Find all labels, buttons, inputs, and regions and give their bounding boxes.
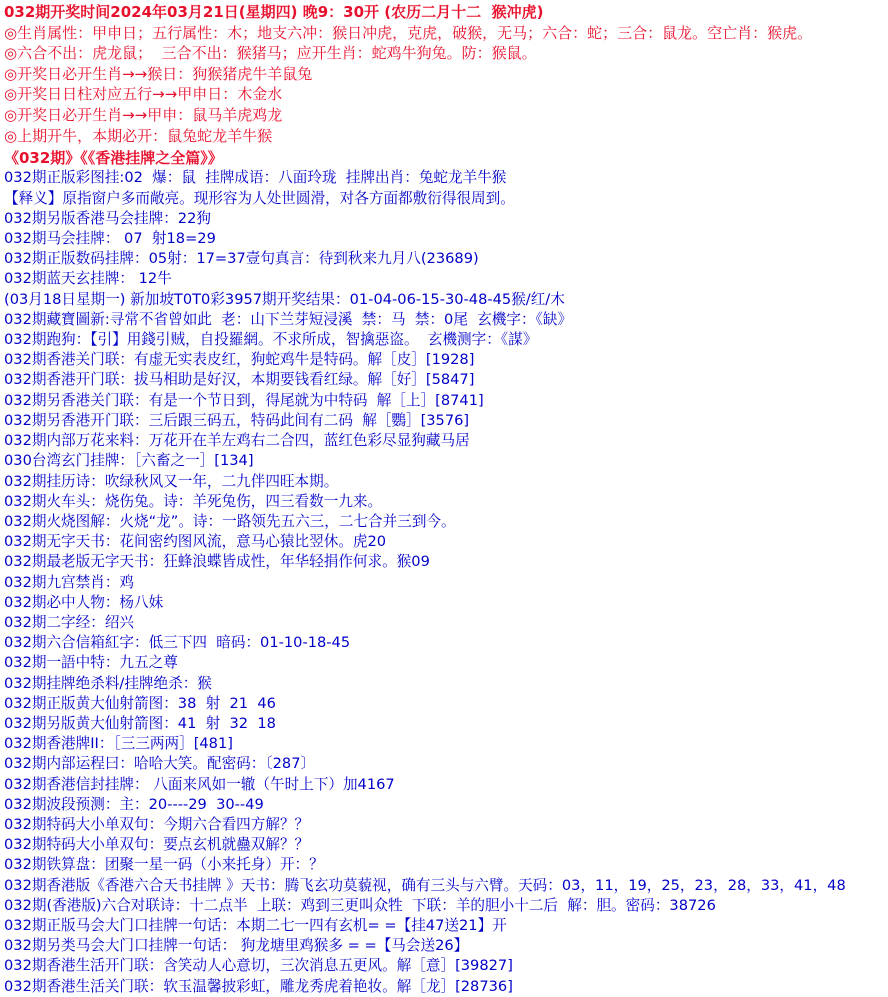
content-line: 032期挂历诗：吹绿秋风又一年，二九伴四旺本期。: [4, 472, 339, 490]
content-line: 032期波段预测：主：20----29 30--49: [4, 795, 264, 813]
attribute-line-6: ◎上期开牛，本期必开：鼠兔蛇龙羊牛猴: [4, 126, 273, 145]
content-line: 032期火烧图解：火烧“龙”。诗：一路领先五六三，二七合并三到今。: [4, 512, 456, 530]
content-line: 032期藏寶圖新:寻常不省曾如此 老：山下兰芽短浸溪 禁：马 禁：0尾 玄機字：《缺》: [4, 310, 573, 328]
content-line: 032期内部运程曰：哈哈大笑。配密码：〔287〕: [4, 755, 316, 773]
content-line: 032期一語中特：九五之尊: [4, 654, 178, 672]
content-line: 032期香港开门联：拔马相助是好汉，本期要钱看红绿。解［好］[5847]: [4, 371, 475, 389]
content-line: 032期另香港开门联：三后跟三码五，特码此间有二码 解［鸚］[3576]: [4, 411, 470, 429]
content-line: 032期马会挂牌： 07 射18=29: [4, 230, 216, 248]
content-line: 032期九宫禁肖：鸡: [4, 573, 135, 591]
attribute-line-1: ◎生肖属性：甲申日；五行属性：木；地支六冲：猴日冲虎，克虎，破猴，无马；六合：蛇；三合：鼠龙。空亡肖：猴虎。: [4, 23, 813, 42]
content-line: 032期香港关门联：有虚无实表皮红，狗蛇鸡牛是特码。解［皮］[1928]: [4, 351, 475, 369]
content-line: 032期特码大小单双句：今期六合看四方解？？: [4, 815, 310, 833]
content-line: 032期香港生活开门联：含笑动人心意切，三次消息五更风。解［意］[39827]: [4, 957, 513, 975]
content-line: 【释义】原指窗户多而敞亮。现形容为人处世圆滑，对各方面都敷衍得很周到。: [4, 189, 515, 207]
content-line: 032期正版彩图挂:02 爆：鼠 挂牌成语：八面玲珑 挂牌出肖：兔蛇龙羊牛猴: [4, 169, 507, 187]
content-line: 032期正版数码挂牌：05射：17=37壹句真言：待到秋来九月八(23689): [4, 250, 479, 268]
attribute-line-3: ◎开奖日必开生肖→→猴日：狗猴猪虎牛羊鼠兔: [4, 64, 313, 83]
content-line: 032期香港版《香港六合天书挂牌 》天书：腾飞玄功莫藐视，确有三头与六臂。天码：03，11，19，25，23，28，33，41，48: [4, 876, 846, 894]
content-line: 032期挂牌绝杀料/挂牌绝杀：猴: [4, 674, 212, 692]
content-line: 032期六合信箱紅字：低三下四 暗码：01-10-18-45: [4, 634, 351, 652]
content-line: 032期铁算盘：团聚一星一码（小来托身）开：？: [4, 856, 324, 874]
title-banner: 《032期》《《香港挂牌之全篇》》: [4, 149, 223, 168]
content-line: 032期正版黄大仙射箭图：38 射 21 46: [4, 694, 276, 712]
content-line: 032期跑狗：【引】用錢引贼，自投羅網。不求所成，智擒惡盗。 玄機测字：《謀》: [4, 331, 538, 349]
content-line: 032期(香港版)六合对联诗：十二点半 上联：鸡到三更叫众牲 下联：羊的胆小十二后 解：胆。密码：38726: [4, 896, 716, 914]
content-line: 032期香港生活关门联：软玉温馨披彩虹，雕龙秀虎着艳妆。解［龙］[28736]: [4, 977, 513, 995]
attribute-line-5: ◎开奖日必开生肖→→甲申：鼠马羊虎鸡龙: [4, 105, 283, 124]
content-line: 032期无字天书：花间密约图风流，意马心猿比翌休。虎20: [4, 533, 387, 551]
attribute-line-2: ◎六合不出：虎龙鼠； 三合不出：猴猪马；应开生肖：蛇鸡牛狗兔。防：猴鼠。: [4, 44, 537, 63]
content-line: 032期另香港关门联：有是一个节日到，得尾就为中特码 解［上］[8741]: [4, 391, 484, 409]
content-line: 032期特码大小单双句：要点玄机就蠱双解？？: [4, 836, 310, 854]
content-block: [4, 168, 884, 996]
content-line: 032期内部万花来料：万花开在羊左鸡右二合四，蓝红色彩尽显狗藏马居: [4, 432, 470, 450]
content-line: 032期另版黄大仙射箭图：41 射 32 18: [4, 714, 276, 732]
content-line: 032期火车头：烧伤兔。诗：羊死兔伤，四三看数一九来。: [4, 492, 383, 510]
content-line: 032期最老版无字天书：狂蜂浪蝶皆成性，年华轻捐作何求。猴09: [4, 553, 430, 571]
attribute-line-4: ◎开奖日日柱对应五行→→甲申日：木金水: [4, 85, 283, 104]
content-line: 030台湾玄门挂牌：［六畜之一］[134]: [4, 452, 254, 470]
content-line: 032期二字经：绍兴: [4, 613, 135, 631]
content-line: 032期香港信封挂牌： 八面来风如一辙（午时上下）加4167: [4, 775, 395, 793]
content-line: 032期另版香港马会挂牌：22狗: [4, 209, 211, 227]
content-line: (03月18日星期一) 新加坡T0T0彩3957期开奖结果：01-04-06-15-30-48-45猴/红/木: [4, 290, 565, 308]
content-line: 032期必中人物：杨八妹: [4, 593, 164, 611]
content-line: 032期正版马会大门口挂牌一句话：本期二七一四有玄机= =【挂47送21】开: [4, 916, 507, 934]
content-line: 032期香港牌II：［三三两两］[481]: [4, 735, 233, 753]
content-line: 032期蓝天玄挂牌： 12牛: [4, 270, 172, 288]
page-title: 032期开奖时间2024年03月21日(星期四) 晚9：30开 (农历二月十二 猴冲虎): [4, 3, 544, 21]
header-block: [4, 2, 884, 146]
content-line: 032期另类马会大门口挂牌一句话： 狗龙塘里鸡猴多 = =【马会送26】: [4, 937, 469, 955]
